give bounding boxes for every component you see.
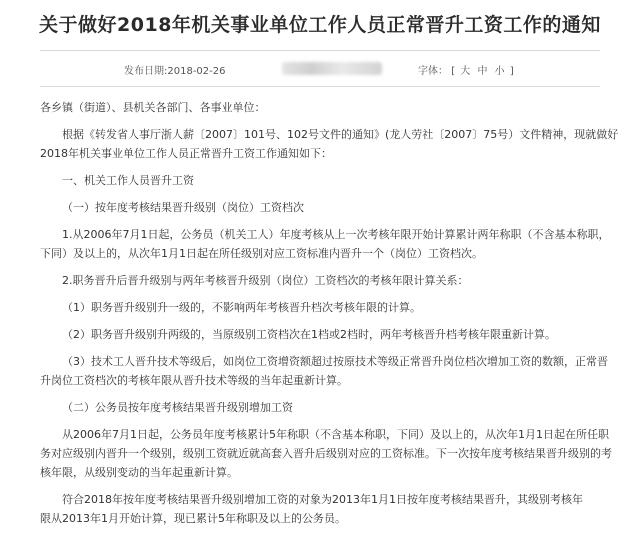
clause-3-line-1: 从2006年7月1日起，公务员年度考核累计5年称职（不含基本称职，下同）及以上的，从次年1月1日起在所任职 bbox=[62, 428, 609, 441]
font-size-small-link[interactable]: 小 bbox=[494, 66, 505, 77]
meta-divider bbox=[40, 86, 600, 87]
intro-line-1: 根据《转发省人事厅浙人薪〔2007〕101号、102号文件的通知》(龙人劳社〔2007〕75号）文件精神，现就做好 bbox=[62, 128, 619, 141]
font-size-label: 字体： bbox=[418, 66, 448, 77]
font-size-selector bbox=[418, 62, 514, 77]
intro-line-2: 2018年机关事业单位工作人员正常晋升工资工作通知如下： bbox=[40, 147, 332, 160]
clause-1-line-1: 1.从2006年7月1日起，公务员（机关工人）年度考核从上一次考核年限开始计算累计两年称职（不含基本称职， bbox=[62, 228, 610, 241]
clause-4-line-1: 符合2018年按年度考核结果晋升级别增加工资的对象为2013年1月1日按年度考核结果晋升，其级别考核年 bbox=[62, 493, 583, 506]
article-body bbox=[40, 98, 619, 536]
salutation: 各乡镇（街道）、县机关各部门、各事业单位： bbox=[40, 101, 266, 114]
clause-2-item-3-line-2: 升岗位工资档次的考核年限从晋升技术等级的当年起重新计算。 bbox=[40, 374, 348, 387]
clause-2-item-1: （1）职务晋升级别升一级的，不影响两年考核晋升档次考核年限的计算。 bbox=[62, 301, 421, 314]
page-title: 关于做好2018年机关事业单位工作人员正常晋升工资工作的通知 bbox=[39, 14, 601, 36]
publish-date: 发布日期:2018-02-26 bbox=[124, 66, 226, 77]
clause-3 bbox=[40, 425, 612, 482]
font-size-large-link[interactable]: 大 bbox=[460, 66, 471, 77]
font-size-medium-link[interactable]: 中 bbox=[477, 66, 488, 77]
clause-1-line-2: 下同）及以上的，从次年1月1日起在所任级别对应工资标准内晋升一个（岗位）工资档次。 bbox=[40, 247, 483, 260]
clause-3-line-2: 务对应级别内晋升一个级别，级别工资就近就高套入晋升后级别对应的工资标准。下一次按年度考核结果晋升级别的考 bbox=[40, 447, 612, 460]
title-divider bbox=[40, 50, 600, 51]
clause-2-item-3 bbox=[40, 352, 608, 390]
clause-4-line-2: 限从2013年1月开始计算，现已累计5年称职及以上的公务员。 bbox=[40, 512, 346, 525]
clause-2-item-2: （2）职务晋升级别升两级的，当原级别工资档次在1档或2档时，两年考核晋升档考核年限重新计算。 bbox=[62, 328, 556, 341]
subsection-heading-1: （一）按年度考核结果晋升级别（岗位）工资档次 bbox=[62, 201, 304, 214]
clause-3-line-3: 核年限，从级别变动的当年起重新计算。 bbox=[40, 466, 238, 479]
intro-paragraph bbox=[40, 125, 619, 163]
section-heading-1: 一、机关工作人员晋升工资 bbox=[62, 174, 194, 187]
subsection-heading-2: （二）公务员按年度考核结果晋升级别增加工资 bbox=[62, 401, 293, 414]
clause-4 bbox=[40, 490, 600, 528]
redacted-source bbox=[282, 62, 382, 75]
clause-2: 2.职务晋升后晋升级别与两年考核晋升级别（岗位）工资档次的考核年限计算关系： bbox=[62, 274, 469, 287]
clause-2-item-3-line-1: （3）技术工人晋升技术等级后，如岗位工资增资额超过按原技术等级正常晋升岗位档次增加工资的数额，正常晋 bbox=[62, 355, 608, 368]
font-size-bracket-open: [ bbox=[451, 66, 456, 77]
clause-1 bbox=[40, 225, 610, 263]
font-size-bracket-close: ] bbox=[509, 66, 514, 77]
